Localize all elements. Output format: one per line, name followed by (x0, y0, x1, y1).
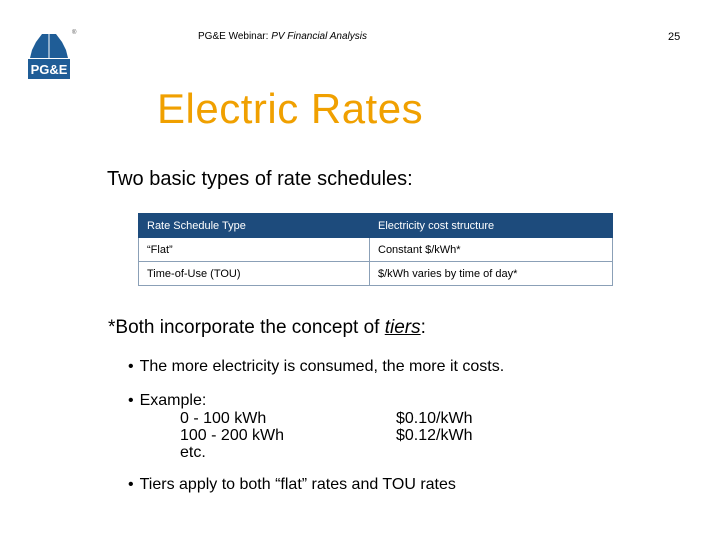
tiers-emphasis: tiers (384, 317, 421, 338)
example-prices (396, 410, 472, 444)
header-prefix: PG&E Webinar: (198, 31, 272, 42)
bullet-dot-icon: • (128, 358, 134, 375)
table-cell: Time-of-Use (TOU) (139, 262, 370, 286)
slide-title: Electric Rates (157, 85, 424, 132)
table-header-cell: Rate Schedule Type (139, 214, 370, 238)
bullet-item (128, 476, 456, 494)
example-price: $0.12/kWh (396, 427, 473, 444)
bullet-item (128, 358, 504, 376)
table-cell: Constant $/kWh* (370, 238, 613, 262)
note-prefix: *Both incorporate the concept of (108, 317, 385, 338)
pge-logo-text: PG&E (30, 62, 68, 77)
example-range: 100 - 200 kWh (180, 427, 285, 444)
table-cell: “Flat” (139, 238, 370, 262)
table-header-row (139, 214, 613, 238)
bullet-text: Tiers apply to both “flat” rates and TOU rates (139, 476, 456, 493)
bullet-dot-icon: • (128, 476, 134, 493)
bullet-dot-icon: • (128, 392, 134, 409)
bullet-item (128, 392, 206, 410)
example-range: 0 - 100 kWh (180, 410, 267, 427)
table-row (139, 262, 613, 286)
header-title: PV Financial Analysis (271, 31, 367, 42)
registered-mark: ® (72, 30, 77, 36)
tiers-note (108, 317, 426, 339)
bullet-text: The more electricity is consumed, the more it costs. (139, 358, 505, 375)
table-row (139, 238, 613, 262)
example-range: etc. (180, 444, 206, 461)
slide-subtitle: Two basic types of rate schedules: (107, 168, 413, 190)
example-ranges (180, 410, 284, 461)
page-number: 25 (668, 31, 681, 43)
example-price: $0.10/kWh (396, 410, 473, 427)
table-cell: $/kWh varies by time of day* (370, 262, 613, 286)
pge-logo (28, 32, 70, 80)
bullet-text: Example: (139, 392, 207, 409)
rate-schedule-table (138, 213, 613, 286)
note-suffix: : (420, 317, 426, 338)
slide-header (198, 31, 367, 42)
table-header-cell: Electricity cost structure (370, 214, 613, 238)
